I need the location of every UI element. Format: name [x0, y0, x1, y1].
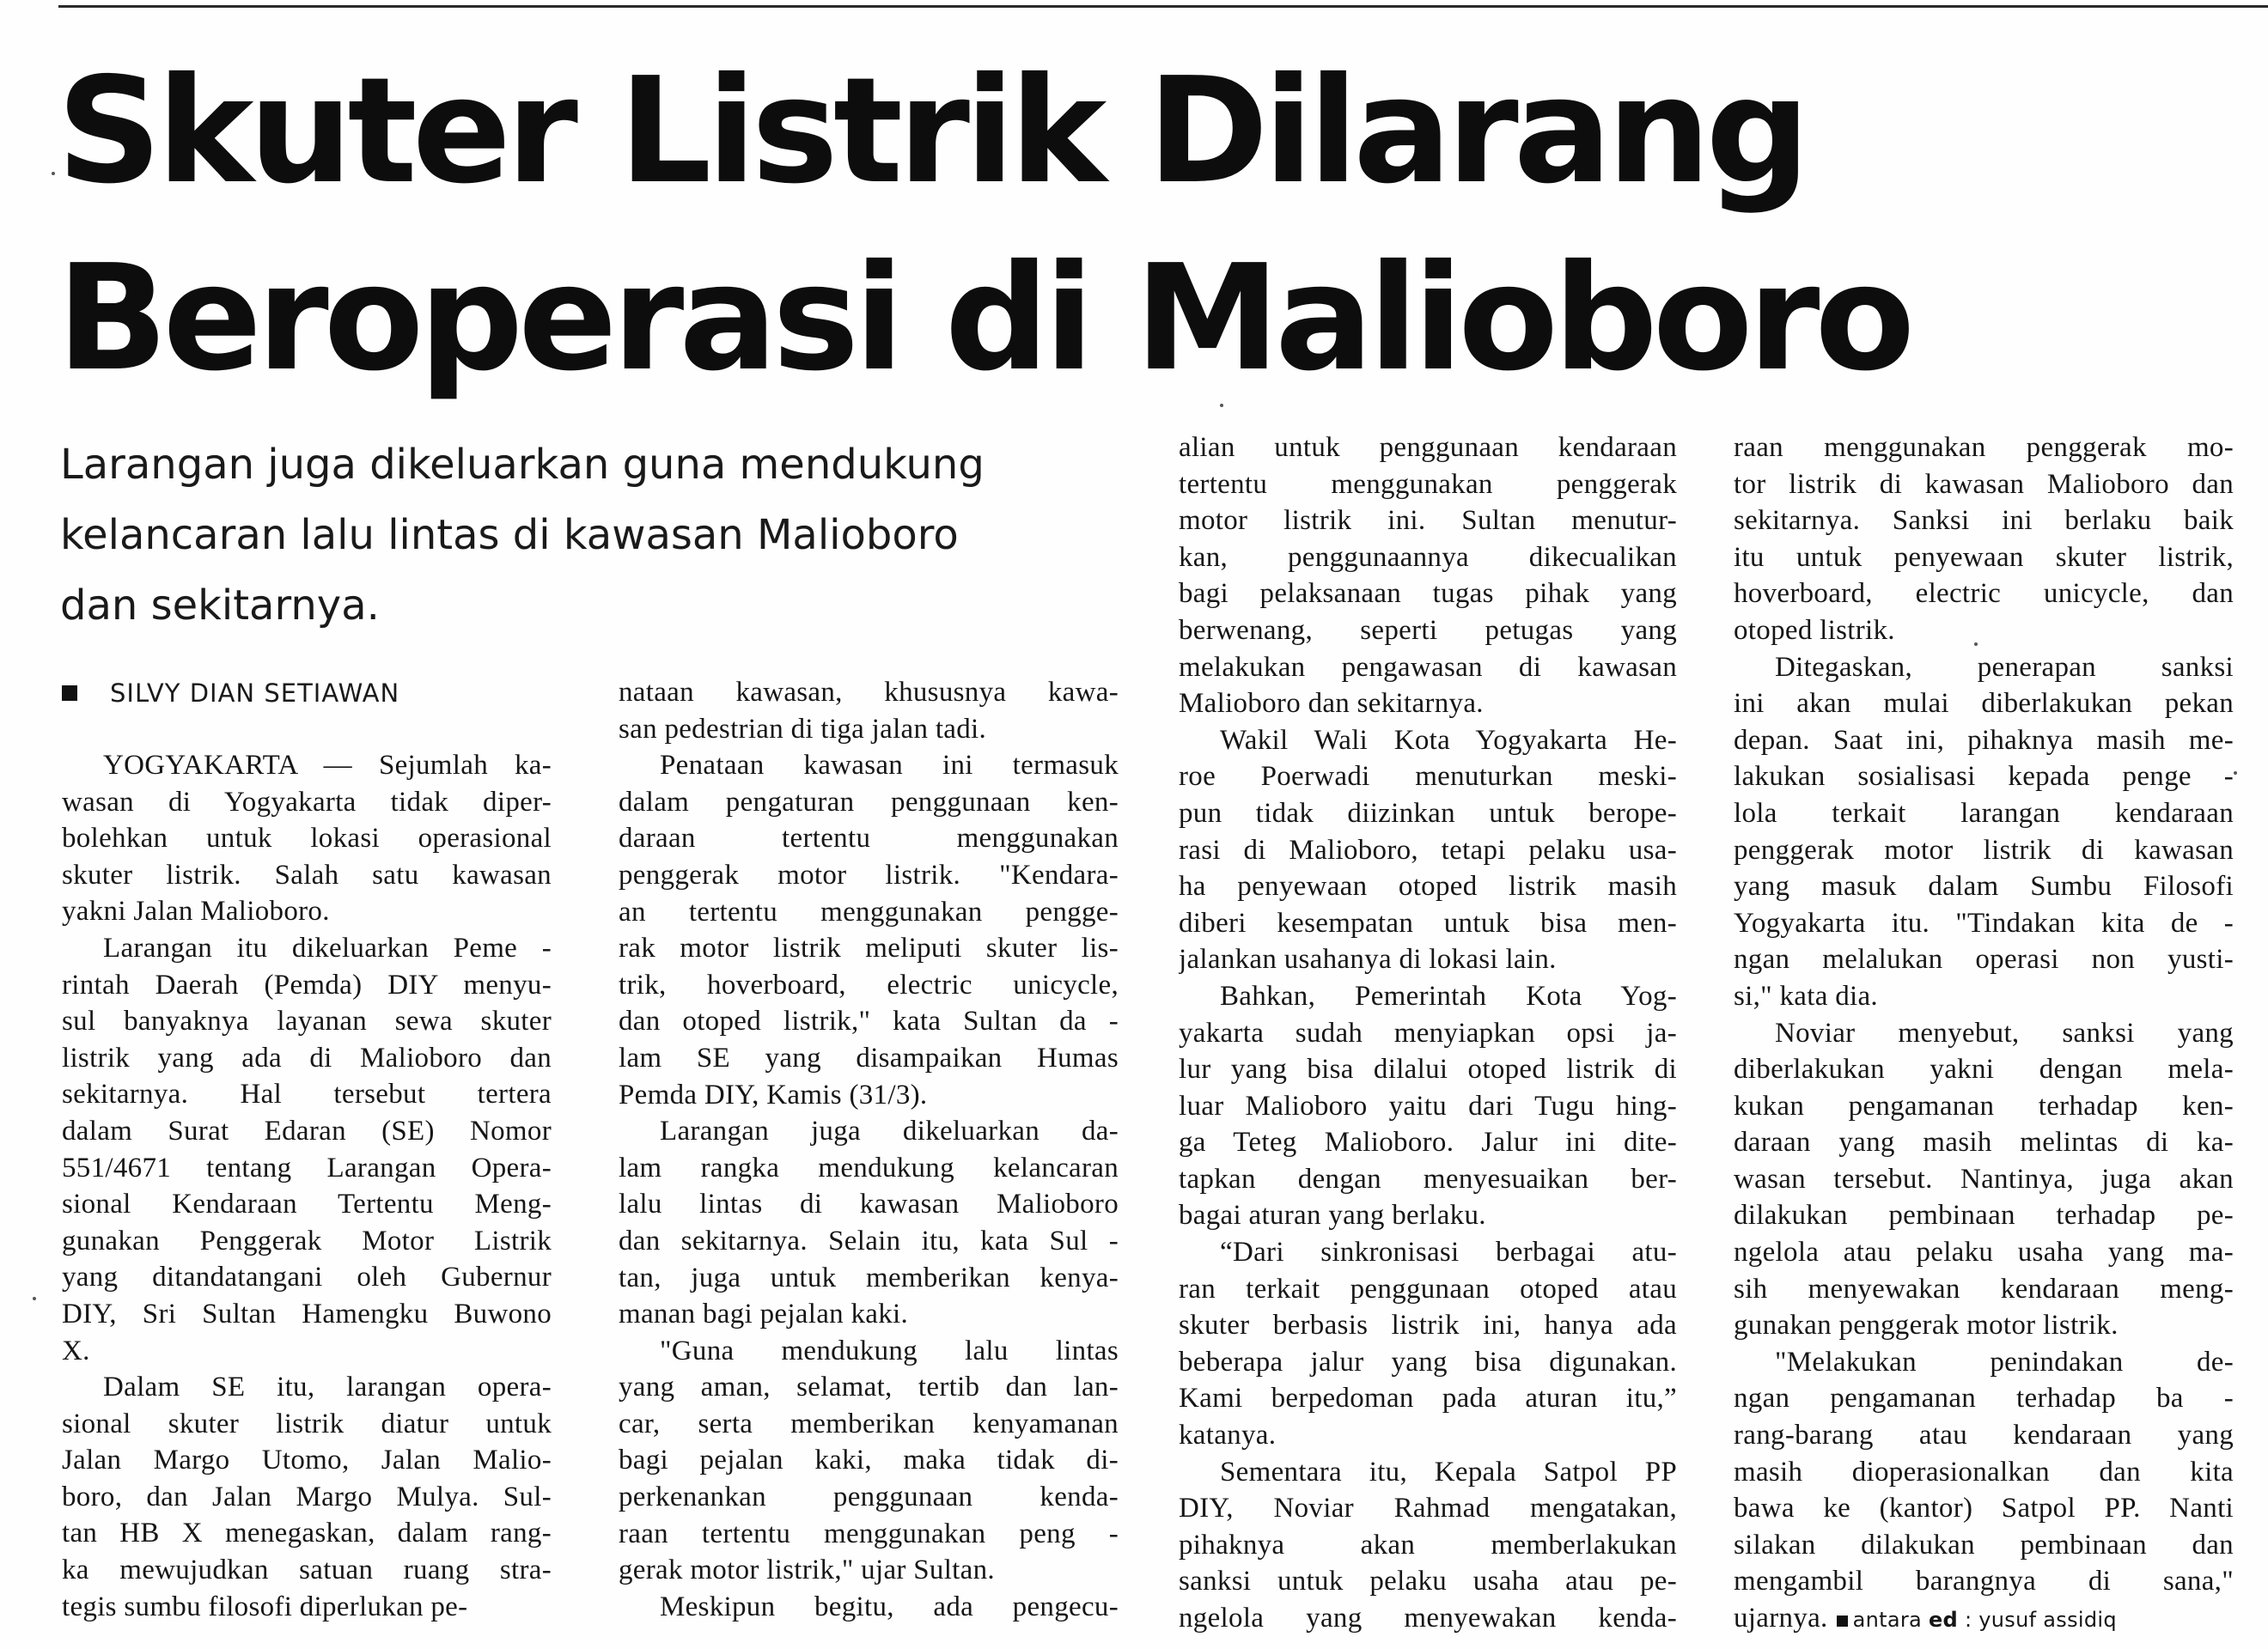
article-line: ka mewujudkan satuan ruang stra- [62, 1555, 552, 1586]
article-line: tertentu menggunakan penggerak [1179, 468, 1677, 500]
article-line: masih dioperasionalkan dan kita [1734, 1456, 2234, 1488]
article-line: ngelola yang menyewakan kenda- [1179, 1603, 1677, 1634]
article-line: sional skuter listrik diatur untuk [62, 1408, 552, 1439]
article-line: bolehkan untuk lokasi operasional [62, 823, 552, 855]
article-line: DIY, Noviar Rahmad mengatakan, [1179, 1493, 1677, 1524]
article-line: bagai aturan yang berlaku. [1179, 1200, 1486, 1232]
article-line: wasan di Yogyakarta tidak diper- [62, 786, 552, 818]
article-line: car, serta memberikan kenyamanan [619, 1408, 1119, 1439]
article-line: listrik yang ada di Malioboro dan [62, 1042, 552, 1074]
article-line: “Dari sinkronisasi berbagai atu- [1220, 1237, 1677, 1269]
article-line: si," kata dia. [1734, 980, 1878, 1012]
deck-line-3: dan sekitarnya. [60, 581, 380, 630]
article-line: ngan melalukan operasi non yusti- [1734, 944, 2234, 976]
article-line: skuter berbasis listrik ini, hanya ada [1179, 1310, 1677, 1342]
article-line: an tertentu menggunakan pengge- [619, 896, 1119, 928]
article-line: tegis sumbu filosofi diperlukan pe- [62, 1591, 468, 1622]
article-line: perkenankan penggunaan kenda- [619, 1482, 1119, 1513]
article-line: rintah Daerah (Pemda) DIY menyu- [62, 969, 552, 1001]
article-line: alian untuk penggunaan kendaraan [1179, 432, 1677, 463]
article-line: lola terkait larangan kendaraan [1734, 797, 2234, 829]
article-line: penggerak motor listrik. "Kendara- [619, 859, 1119, 891]
article-line: yakarta sudah menyiapkan opsi ja- [1179, 1017, 1677, 1049]
article-line: Ditegaskan, penerapan sanksi [1775, 651, 2234, 683]
article-line: Larangan juga dikeluarkan da- [660, 1116, 1119, 1147]
article-line: yang ditandatangani oleh Gubernur [62, 1262, 552, 1293]
article-line: Pemda DIY, Kamis (31/3). [619, 1079, 928, 1110]
deck-line-1: Larangan juga dikeluarkan guna mendukung [60, 441, 985, 489]
article-line: lalu lintas di kawasan Malioboro [619, 1189, 1119, 1220]
credit-square-icon [1837, 1616, 1848, 1627]
article-line: hoverboard, electric unicycle, dan [1734, 578, 2234, 610]
article-line: yang aman, selamat, tertib dan lan- [619, 1372, 1119, 1403]
article-line: boro, dan Jalan Margo Mulya. Sul- [62, 1481, 552, 1512]
print-speck [52, 172, 55, 175]
article-line: Larangan itu dikeluarkan Peme - [103, 932, 552, 964]
article-line: Meskipun begitu, ada pengecu- [660, 1591, 1119, 1622]
deck-line-2: kelancaran lalu lintas di kawasan Malioboro [60, 511, 959, 559]
article-line: Penataan kawasan ini termasuk [660, 750, 1119, 782]
article-line: lakukan sosialisasi kepada penge - [1734, 761, 2234, 793]
article-line: otoped listrik. [1734, 614, 1895, 646]
article-line: penggerak motor listrik di kawasan [1734, 834, 2234, 866]
article-line: tapkan dengan menyesuaikan ber- [1179, 1163, 1677, 1195]
article-line: gunakan penggerak motor listrik. [1734, 1310, 2119, 1342]
article-line: tor listrik di kawasan Malioboro dan [1734, 468, 2234, 500]
byline [62, 678, 399, 708]
article-line: kan, penggunaannya dikecualikan [1179, 541, 1677, 573]
article-line: ngan pengamanan terhadap ba - [1734, 1383, 2234, 1415]
article-line: kukan pengamanan terhadap ken- [1734, 1090, 2234, 1122]
article-line: sional Kendaraan Tertentu Meng- [62, 1189, 552, 1220]
article-line: mengambil barangnya di sana," [1734, 1566, 2234, 1597]
article-line: rang-barang atau kendaraan yang [1734, 1420, 2234, 1451]
article-line: san pedestrian di tiga jalan tadi. [619, 713, 987, 745]
article-line: trik, hoverboard, electric unicycle, [619, 969, 1119, 1001]
article-line: YOGYAKARTA — Sejumlah ka- [103, 750, 552, 781]
article-line: daraan tertentu menggunakan [619, 823, 1119, 855]
byline-square-icon [62, 685, 77, 701]
article-line: Bahkan, Pemerintah Kota Yog- [1220, 980, 1677, 1012]
article-column-2 [619, 674, 1119, 1625]
article-line: sih menyewakan kendaraan meng- [1734, 1273, 2234, 1305]
article-line: DIY, Sri Sultan Hamengku Buwono [62, 1298, 552, 1330]
print-speck [33, 1297, 36, 1300]
article-line: yang masuk dalam Sumbu Filosofi [1734, 871, 2234, 903]
credit-agency: antara [1852, 1608, 1923, 1632]
article-line: skuter listrik. Salah satu kawasan [62, 859, 552, 891]
article-line: sekitarnya. Sanksi ini berlaku baik [1734, 505, 2234, 537]
article-line: Noviar menyebut, sanksi yang [1775, 1017, 2234, 1049]
article-line: lam rangka mendukung kelancaran [619, 1152, 1119, 1184]
article-line: sul banyaknya layanan sewa skuter [62, 1006, 552, 1037]
credit-line [1828, 1608, 2117, 1632]
article-line: yakni Jalan Malioboro. [62, 896, 330, 928]
headline-line-2: Beroperasi di Malioboro [57, 234, 1911, 404]
article-line: "Guna mendukung lalu lintas [660, 1335, 1119, 1366]
headline-line-1: Skuter Listrik Dilarang [57, 46, 1806, 216]
article-line: Wakil Wali Kota Yogyakarta He- [1220, 724, 1677, 756]
article-line: ngelola atau pelaku usaha yang ma- [1734, 1237, 2234, 1269]
article-line: ga Teteg Malioboro. Jalur ini dite- [1179, 1127, 1677, 1159]
print-speck [1974, 642, 1978, 646]
article-line: silakan dilakukan pembinaan dan [1734, 1529, 2234, 1561]
article-line: gerak motor listrik," ujar Sultan. [619, 1555, 995, 1586]
article-line: lam SE yang disampaikan Humas [619, 1042, 1119, 1074]
article-line: nataan kawasan, khususnya kawa- [619, 677, 1119, 708]
credit-editor-label: ed [1928, 1608, 1959, 1632]
article-line: depan. Saat ini, pihaknya masih me- [1734, 724, 2234, 756]
article-line: lur yang bisa dilalui otoped listrik di [1179, 1054, 1677, 1086]
article-line: 551/4671 tentang Larangan Opera- [62, 1152, 552, 1184]
article-last-line [1734, 1600, 2234, 1639]
article-line: tan, juga untuk memberikan kenya- [619, 1262, 1119, 1293]
article-line: Sementara itu, Kepala Satpol PP [1220, 1456, 1677, 1488]
article-line: dan otoped listrik," kata Sultan da - [619, 1006, 1119, 1037]
byline-author: SILVY DIAN SETIAWAN [110, 678, 400, 708]
article-line: pun tidak diizinkan untuk berope- [1179, 797, 1677, 829]
article-column-1 [62, 747, 552, 1625]
article-line: ini akan mulai diberlakukan pekan [1734, 688, 2234, 720]
article-line: dalam Surat Edaran (SE) Nomor [62, 1115, 552, 1147]
article-column-3 [1179, 429, 1677, 1637]
print-speck [1220, 404, 1223, 407]
article-line: bawa ke (kantor) Satpol PP. Nanti [1734, 1493, 2234, 1524]
article-line: wasan tersebut. Nantinya, juga akan [1734, 1163, 2234, 1195]
article-line: diberlakukan yakni dengan mela- [1734, 1054, 2234, 1086]
article-line: luar Malioboro yaitu dari Tugu hing- [1179, 1090, 1677, 1122]
article-line: ujarnya. [1734, 1603, 1828, 1634]
article-line: sekitarnya. Hal tersebut tertera [62, 1079, 552, 1110]
article-line: berwenang, seperti petugas yang [1179, 614, 1677, 646]
article-line: motor listrik ini. Sultan menutur- [1179, 505, 1677, 537]
article-line: tan HB X menegaskan, dalam rang- [62, 1518, 552, 1549]
article-line: bagi pelaksanaan tugas pihak yang [1179, 578, 1677, 610]
top-rule [58, 5, 2268, 8]
article-line: "Melakukan penindakan de- [1775, 1346, 2234, 1378]
article-line: beberapa jalur yang bisa digunakan. [1179, 1346, 1677, 1378]
article-line: dilakukan pembinaan terhadap pe- [1734, 1200, 2234, 1232]
article-line: gunakan Penggerak Motor Listrik [62, 1225, 552, 1257]
article-line: pihaknya akan memberlakukan [1179, 1529, 1677, 1561]
article-line: melakukan pengawasan di kawasan [1179, 651, 1677, 683]
article-line: Jalan Margo Utomo, Jalan Malio- [62, 1445, 552, 1476]
article-line: ran terkait penggunaan otoped atau [1179, 1273, 1677, 1305]
article-line: daraan yang masih melintas di ka- [1734, 1127, 2234, 1159]
article-line: manan bagi pejalan kaki. [619, 1299, 909, 1330]
article-line: rak motor listrik meliputi skuter lis- [619, 933, 1119, 964]
article-line: sanksi untuk pelaku usaha atau pe- [1179, 1566, 1677, 1597]
article-line: katanya. [1179, 1420, 1277, 1451]
article-line: Malioboro dan sekitarnya. [1179, 688, 1484, 720]
print-speck [2234, 771, 2237, 775]
article-line: ha penyewaan otoped listrik masih [1179, 871, 1677, 903]
article-column-4 [1734, 429, 2234, 1639]
article-line: rasi di Malioboro, tetapi pelaku usa- [1179, 834, 1677, 866]
article-line: Kami berpedoman pada aturan itu,” [1179, 1383, 1677, 1415]
article-line: Yogyakarta itu. "Tindakan kita de - [1734, 907, 2234, 939]
article-line: X. [62, 1335, 90, 1366]
article-line: jalankan usahanya di lokasi lain. [1179, 944, 1557, 976]
article-line: diberi kesempatan untuk bisa men- [1179, 907, 1677, 939]
article-line: raan menggunakan penggerak mo- [1734, 432, 2234, 463]
article-line: raan tertentu menggunakan peng - [619, 1518, 1119, 1549]
article-line: roe Poerwadi menuturkan meski- [1179, 761, 1677, 793]
deck-subheading [60, 429, 1108, 641]
article-line: itu untuk penyewaan skuter listrik, [1734, 541, 2234, 573]
credit-editor: : yusuf assidiq [1964, 1608, 2117, 1632]
article-line: dalam pengaturan penggunaan ken- [619, 786, 1119, 818]
article-line: Dalam SE itu, larangan opera- [103, 1372, 552, 1403]
article-line: bagi pejalan kaki, maka tidak di- [619, 1445, 1119, 1476]
headline [57, 38, 2204, 412]
article-line: dan sekitarnya. Selain itu, kata Sul - [619, 1225, 1119, 1257]
